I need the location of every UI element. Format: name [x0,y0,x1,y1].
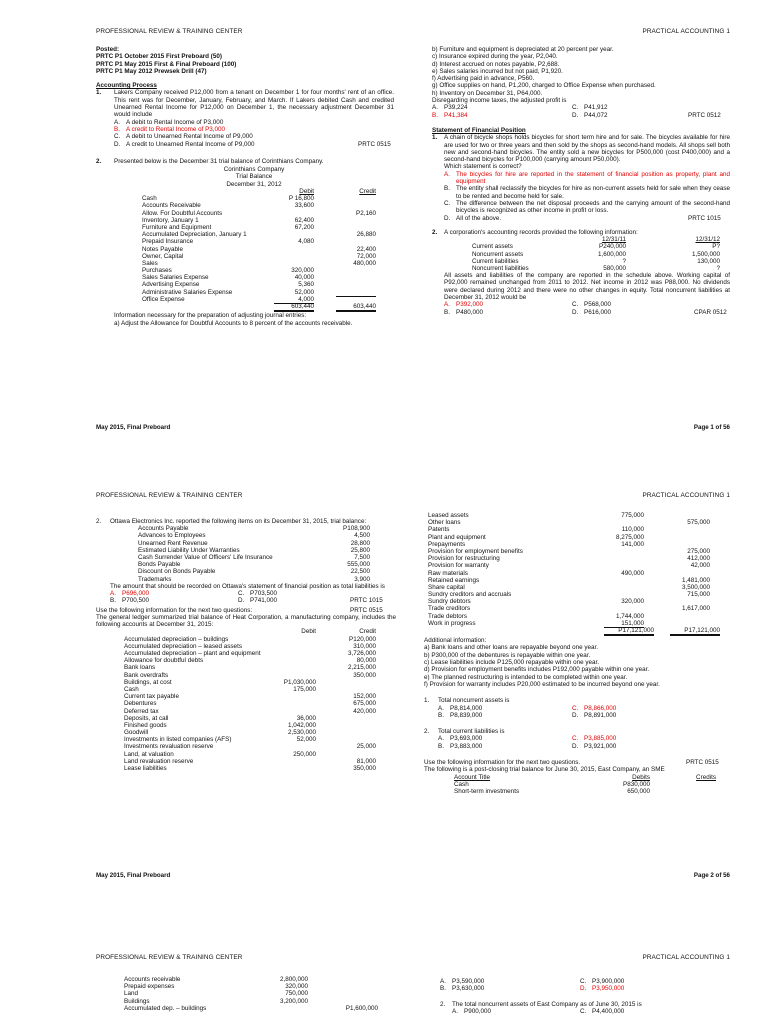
table-cell-value: 72,000 [356,252,376,260]
table-row [96,650,396,657]
table-row [96,643,396,650]
page-header: PROFESSIONAL REVIEW & TRAINING CENTER PRACTICAL ACCOUNTING 1 [96,492,730,499]
question-number: 2. [96,157,102,165]
answer-options [432,104,730,119]
table-cell-value: P120,000 [349,635,376,643]
option-c[interactable]: C. A debit to Unearned Rental Income of P9,000 [114,133,253,141]
table-cell-label: Bonds Payable [138,561,181,569]
table-row [424,562,730,569]
table-row [424,788,730,795]
table-cell-label: Sundry creditors and accruals [428,591,512,599]
table-cell-label: Leased assets [428,512,469,519]
additional-info: Additional information: a) Bank loans and other loans are repayable beyond one year. b) P300,000 of the debentures is repayable within one year. c) Lease liabilities include P125,000 repayable within one year. d) Provision for employment benefits includes P192,000 payable within one year. e) The planned restructuring is intended to be completed within one year. f) Provision for warranty includes P20,000 estimated to be incurred beyond one year. [424,637,660,688]
gl-total: P17,121,000 P17,121,000 [424,627,730,634]
table-cell-label: Sales [142,259,158,267]
page-header: PROFESSIONAL REVIEW & TRAINING CENTER PRACTICAL ACCOUNTING 1 [96,954,730,961]
table-cell-value: 36,000 [296,714,316,722]
table-cell-value: 42,000 [690,562,710,570]
table-cell-label: Noncurrent liabilities [472,264,529,272]
section-title: Accounting Process [96,82,157,90]
table-cell-value: 40,000 [294,274,314,282]
table-cell-label: Noncurrent assets [472,250,524,258]
table-cell-label: Land, at valuation [124,750,174,758]
table-row [424,605,730,612]
table-cell-label: Prepaid expenses [124,983,175,991]
table-row [424,620,730,627]
next-questions-line: Use the following information for the next two questions. PRTC 0515 [424,759,719,767]
table-cell-value: 110,000 [621,526,644,534]
option-row[interactable]: B. P3,630,000 D. P3,950,000 [440,985,625,993]
table-cell-label: Accounts Receivable [142,202,201,210]
table-row [424,512,730,519]
question-code: CPAR 0512 [694,308,727,316]
option-row[interactable]: A. P39,224 C. P41,912 [432,104,608,112]
table-cell-value: 675,000 [353,700,376,708]
table-cell-label: Cash [124,685,139,693]
q4-columns: 12/31/11 12/31/12 [601,236,720,244]
section-title: Statement of Financial Position [432,126,526,134]
page2-right-column: Leased assets 775,000 Other loans 575,000 Patents 110,000 Plant and equipment 8,275,000 Prepayments 141,000 Provision for employment benefits 275,000 Provision for restructuring 412,000 Provision for warranty 42,000 Raw materials 490,000 Retained earnings 1,481,000 Share capital 3,500,000 Sundry creditors and accruals 715,000 Sundry debtors 320,000 Trade creditors 1,617,000 Trade debtors 1,744,000 Work in progress 151,000 P17,121,000 P17,121,000 Additional information: a) Bank loans and other loans are repayable beyond one year. b) P300,000 of the debentures is repayable within one year. c) Lease liabilities include P125,000 repayable within one year. d) Provision for employment benefits includes P192,000 payable within one year. e) The planned restructuring is intended to be completed within one year. f) Provision for warranty includes P20,000 estimated to be incurred beyond one year. 1. Total noncurrent assets is A. P8,814,000 C. P8,866,000 B. P8,839,000 D. P8,891,000 2. Total current liabilities is A. P3,693,000 C. P3,885,000 B. P3,883,000 D. P3,921,000 Use the following information for the next two questions. PRTC 0515 The following is a post-closing trial balance for June 30, 2015, East Company, an SME Account Title Debits Credits Cash P830,000 Short-term investments 650,000 [424,512,730,795]
table-cell-label: Accumulated Depreciation, January 1 [142,231,247,239]
table-cell-value: 7,500 [354,554,370,562]
table-row [114,202,394,209]
east-table [424,781,730,795]
table-cell-value: 33,600 [294,202,314,210]
table-cell-label: Sundry debtors [428,598,471,606]
table-cell-value: 52,000 [294,288,314,296]
table-cell-value: 62,400 [294,216,314,224]
table-cell-label: Buildings, at cost [124,678,172,686]
table-cell-value: 320,000 [285,983,308,991]
table-cell-value: P 16,800 [288,195,314,203]
table-row [124,983,404,990]
table-row [114,231,394,238]
page-footer: May 2015, Final Preboard Page 1 of 56 [96,424,730,431]
table-row [110,554,396,561]
table-row [110,547,396,554]
table-row [114,210,394,217]
trial-balance-table [114,195,394,303]
table-cell-label: Share capital [428,583,465,591]
table-cell-value: 750,000 [285,990,308,998]
table-row [124,990,404,997]
question-2 [96,158,394,310]
table-cell-value: ? [622,257,626,265]
table-row [114,260,394,267]
table-row [424,598,730,605]
table-row [114,195,394,202]
table-cell-label: Accumulated depreciation – plant and equipment [124,650,261,658]
question-text: Lakers Company received P12,000 from a tenant on December 1 for four months' rent of an office. This rent was for December, January, February, and March. If Lakers debited Cash and credited Unearned Rental Income for P12,000 on December 1, the necessary adjustment December 31 would include [114,89,394,119]
table-cell-label: Provision for warranty [428,562,489,570]
table-cell-value: 555,000 [347,561,370,569]
table-row [96,700,396,707]
table-row [96,743,396,750]
table-cell-value: 275,000 [687,547,710,555]
table-cell-value: 320,000 [621,598,644,606]
table-cell-value: 3,200,000 [279,997,308,1005]
gl-columns: Debit Credit [301,628,376,636]
table-cell-value: 26,880 [356,231,376,239]
table-cell-label: Trade debtors [428,612,467,620]
table-row [114,296,394,303]
table-row [96,636,396,643]
question-text: Ottawa Electronics Inc. reported the following items on its December 31, 2015, trial balance: [110,518,367,525]
table-cell-value: 1,500,000 [691,250,720,258]
table-cell-label: Trademarks [138,575,172,583]
table-row [110,568,396,575]
answer-options [114,119,394,148]
table-cell-label: Bank loans [124,664,156,672]
question-code: PRTC 0515 [358,140,391,148]
table-cell-value: 22,500 [350,568,370,576]
table-cell-label: Current assets [472,243,513,251]
page-footer: May 2015, Final Preboard Page 2 of 56 [96,872,730,879]
table-cell-label: Trade creditors [428,605,471,613]
table-cell-label: Advertising Expense [142,281,200,289]
table-row [424,613,730,620]
table-cell-label: Cash [454,780,469,788]
option-a[interactable]: A. The bicycles for hire are reported in the statement of financial position as property, plant and equipment [444,170,730,186]
option-d[interactable]: D. A credit to Unearned Rental Income of P9,000 PRTC 0515 [114,140,391,148]
table-row [96,708,396,715]
table-cell-label: Provision for restructuring [428,555,500,563]
table-row [424,541,730,548]
table-cell-label: Accounts receivable [124,976,181,983]
page-3 [0,950,768,1024]
option-b[interactable]: B. A credit to Rental Income of P3,000 [114,125,226,133]
table-cell-label: Current liabilities [472,257,519,265]
table-row [96,693,396,700]
table-cell-value: 141,000 [621,540,644,548]
table-cell-value: 775,000 [621,512,644,519]
table-cell-label: Prepaid Insurance [142,238,194,246]
table-row [96,729,396,736]
table-row [110,576,396,583]
table-cell-value: 1,481,000 [681,576,710,584]
table-cell-value: P1,030,000 [283,678,316,686]
trial-balance-title: Corinthians Company Trial Balance December 31, 2012 [223,166,285,188]
table-cell-value: 310,000 [353,642,376,650]
table-cell-label: Advances to Employees [138,532,206,540]
table-cell-value: P108,900 [343,525,370,533]
table-row [96,657,396,664]
table-row [424,591,730,598]
table-cell-label: Discount on Bonds Payable [138,568,216,576]
table-cell-label: Accumulated depreciation – leased assets [124,642,242,650]
table-row [96,664,396,671]
trial-balance-total: 603,440 603,440 [114,303,394,310]
table-row [114,274,394,281]
table-row [424,577,730,584]
table-cell-value: 152,000 [353,693,376,701]
table-row [424,584,730,591]
table-row [96,736,396,743]
table-cell-value: 1,617,000 [681,605,710,613]
trial-balance-columns: Debit Credit [299,188,376,196]
table-cell-label: Lease liabilities [124,765,167,773]
posted-line: PRTC P1 May 2012 Prewsek Drill (47) [96,67,207,75]
table-cell-value: 575,000 [687,519,710,527]
table-row [96,758,396,765]
table-cell-label: Accumulated depreciation – buildings [124,635,229,643]
table-cell-label: Estimated Liability Under Warranties [138,546,240,554]
table-cell-label: Accumulated dep. – buildings [124,1004,207,1012]
table-cell-label: Owner, Capital [142,252,184,260]
option-row[interactable]: A. P696,000 C. P703,500 [110,590,277,598]
table-cell-value: 1,744,000 [615,612,644,620]
question-6: 1. Total noncurrent assets is A. P8,814,000 C. P8,866,000 B. P8,839,000 D. P8,891,000 [424,697,730,719]
table-cell-label: Cash Surrender Value of Officers' Life Insurance [138,554,273,562]
table-cell-value: 650,000 [627,787,650,795]
table-row [444,251,730,258]
page3-table [124,976,404,1012]
option-row[interactable]: A. P8,814,000 C. P8,866,000 [438,704,617,712]
table-cell-value: 3,900 [354,575,370,583]
table-cell-label: Work in progress [428,619,476,627]
table-cell-label: Investments revaluation reserve [124,743,214,751]
question-code: PRTC 1015 [350,597,383,605]
table-cell-value: 8,275,000 [615,533,644,541]
table-cell-value: 4,500 [354,532,370,540]
table-row [424,548,730,555]
table-cell-value: 2,530,000 [287,729,316,737]
table-row [96,686,396,693]
table-cell-label: Provision for employment benefits [428,547,523,555]
table-cell-value: 1,042,000 [287,721,316,729]
table-cell-value: 28,800 [350,539,370,547]
question-8: 2. The total noncurrent assets of East Company as of June 30, 2015 is A. P900,000 C. P4,400,000 [440,1001,730,1016]
table-row [96,715,396,722]
east-columns: Account Title Debits Credits [454,773,716,781]
table-cell-value: 67,200 [294,223,314,231]
table-row [110,561,396,568]
question-1 [96,89,394,147]
option-row[interactable]: A. P3,693,000 C. P3,885,000 [438,735,617,743]
table-cell-label: Patents [428,526,450,534]
table-cell-value: 490,000 [621,569,644,577]
table-cell-value: 81,000 [356,757,376,765]
table-cell-label: Notes Payable [142,245,183,253]
table-cell-value: 4,000 [274,296,314,304]
table-row [124,976,404,983]
table-cell-value: 250,000 [293,750,316,758]
table-cell-value: 3,726,000 [347,650,376,658]
option-row[interactable]: A. P3,590,000 C. P3,900,000 [440,978,625,985]
table-cell-value: 3,500,000 [681,583,710,591]
table-row [424,555,730,562]
table-row [424,526,730,533]
question-text: A corporation's accounting records provided the following information: [444,228,638,236]
question-code: PRTC 1015 [688,214,721,222]
table-cell-label: Current tax payable [124,693,179,701]
table-row [444,265,730,272]
page-2 [0,486,768,888]
table-cell-label: Buildings [124,997,150,1005]
option-row[interactable]: B. P480,000 D. P616,000 CPAR 0512 [444,308,727,316]
option-row[interactable]: B. P8,839,000 D. P8,891,000 [438,711,617,719]
table-row [114,238,394,245]
option-row[interactable]: A. P900,000 C. P4,400,000 [452,1007,625,1015]
page-1 [0,0,768,430]
table-row [424,570,730,577]
table-row [424,534,730,541]
table-cell-value: 2,215,000 [347,664,376,672]
posted-block [96,46,394,75]
option-c[interactable]: C. The difference between the net disposal proceeds and the carrying amount of the second-hand bicycles is recognized as other income in profit or loss. [444,199,730,215]
posted-line: PRTC P1 May 2015 First & Final Preboard (100) [96,60,237,68]
table-row [110,540,396,547]
table-row [114,289,394,296]
table-row [114,281,394,288]
table-cell-label: Deferred tax [124,707,159,715]
table-cell-label: Land [124,990,139,998]
table-cell-value: P830,000 [623,780,650,788]
table-cell-value: 480,000 [353,259,376,267]
table-cell-label: Land revaluation reserve [124,757,194,765]
table-cell-label: Sales Salaries Expense [142,274,209,282]
table-cell-label: Retained earnings [428,576,480,584]
table-cell-value: ? [716,264,720,272]
question-paragraph: All assets and liabilities of the company are reported in the schedule above. Working capital of P92,000 remained unchanged from 2011 to 2012. Net income in 2012 was P88,000. No dividends were declared during 2012 and there were no other changes in equity. Total noncurrent liabilities at December 31, 2012 would be [444,272,730,301]
table-row [114,253,394,260]
option-b[interactable]: B. The entity shall reclassify the bicycles for hire as non-current assets held for sale when they cease to be rented and become held for sale. [444,185,730,200]
q4-table [444,243,730,272]
table-cell-label: Purchases [142,267,172,275]
page3-right-column [440,978,730,1015]
table-cell-label: Furniture and Equipment [142,223,212,231]
table-row [96,765,396,772]
page-header [96,28,730,35]
option-row[interactable]: A. P392,000 C. P568,000 [444,301,611,309]
gl-table [96,636,396,773]
question-text: Disregarding income taxes, the adjusted profit is [432,97,567,105]
table-cell-value: 130,000 [697,257,720,265]
question-3: 1. A chain of bicycle shops holds bicycles for short term hire and for sale. The bicycles available for hire are used for two or three years and then sold by the shops as second-hand models. All shops sell both new and second-hand bicycles. The entity sold a new bicycles for P500,000 (cost P400,000) and a second-hand bicycles for P100,000 (carrying amount P50,000). Which statement is correct? A. The bicycles for hire are reported in the statement of financial position as property, plant and equipment B. The entity shall reclassify the bicycles for hire as non-current assets held for sale when they cease to be rented and become held for sale. C. The difference between the net disposal proceeds and the carrying amount of the second-hand bicycles is recognized as other income in profit or loss. D. All of the above. PRTC 1015 [432,134,730,222]
table-cell-label: Raw materials [428,569,468,577]
table-row [424,781,730,788]
table-cell-value: 175,000 [293,685,316,693]
table-cell-label: Deposits, at call [124,714,169,722]
table-row [114,267,394,274]
posted-line: Posted: [96,46,120,53]
table-cell-label: Short-term investments [454,787,520,795]
question-number: 1. [96,89,102,97]
table-row [96,679,396,686]
table-cell-value: 715,000 [687,591,710,599]
table-cell-label: Prepayments [428,540,466,548]
page1-right-column [432,46,730,316]
table-cell-label: Finished goods [124,721,167,729]
table-cell-value [336,296,376,297]
table-cell-value: 350,000 [353,765,376,773]
table-row [124,998,404,1005]
table-cell-value: 420,000 [353,707,376,715]
table-cell-value: 25,000 [356,743,376,751]
table-row [424,519,730,526]
table-cell-label: Bank overdrafts [124,671,169,679]
option-row[interactable]: B. P3,883,000 D. P3,921,000 [438,742,617,750]
q5-table [110,525,396,583]
table-cell-label: Other loans [428,519,461,527]
table-cell-value: 52,000 [296,736,316,744]
question-text: A chain of bicycle shops holds bicycles for short term hire and for sale. The bicycles available for hire are used for two or three years and then sold by the shops as second-hand models. All shops sell both new and second-hand bicycles. The entity sold a new bicycles for P500,000 (cost P400,000) and a second-hand bicycles for P100,000 (carrying amount P50,000). [444,134,730,164]
posted-line: PRTC P1 October 2015 First Preboard (50) [96,53,222,61]
table-row [444,258,730,265]
table-cell-label: Allowance for doubtful debts [124,657,204,665]
table-cell-value: 4,080 [298,238,314,246]
table-cell-label: Plant and equipment [428,533,486,541]
header-right: PRACTICAL ACCOUNTING 1 [642,28,730,35]
table-cell-label: Unearned Rent Revenue [138,539,208,547]
page2-left-column: 2. Ottawa Electronics Inc. reported the following items on its December 31, 2015, trial balance: Accounts Payable P108,900 Advances to Employees 4,500 Unearned Rent Revenue 28,800 Estimated Liability Under Warranties 25,800 Cash Surrender Value of Officers' Life Insurance 7,500 Bonds Payable 555,000 Discount on Bonds Payable 22,500 Trademarks 3,900 The amount that should be recorded on Ottawa's statement of financial position as total liabilities is A. P696,000 C. P703,500 B. P700,500 D. P741,000 PRTC 1015 Use the following information for the next two questions: PRTC 0515 The general ledger summarized trial balance of Heat Corporation, a manufacturing company, includes the following accounts at December 31, 2015: Debit Credit Accumulated depreciation – buildings P120,000 Accumulated depreciation – leased assets 310,000 Accumulated depreciation – plant and equipment 3,726,000 Allowance for doubtful debts 80,000 Bank loans 2,215,000 Bank overdrafts 350,000 Buildings, at cost P1,030,000 Cash 175,000 Current tax payable 152,000 Debentures 675,000 Deferred tax 420,000 Deposits, at call 36,000 Finished goods 1,042,000 Goodwill 2,530,000 Investments in listed companies (AFS) 52,000 Investments revaluation reserve 25,000 Land, at valuation 250,000 Land revaluation reserve 81,000 Lease liabilities 350,000 [96,518,396,773]
table-cell-value: 5,360 [298,281,314,289]
table-cell-label: Debentures [124,700,157,708]
adjusting-info: Information necessary for the preparation of adjusting journal entries: a) Adjust the Allowance for Doubtful Accounts to 8 percent of the accounts receivable. [114,312,353,327]
table-cell-label: Office Expense [142,295,185,303]
table-cell-value: 2,800,000 [279,976,308,983]
next-questions-line: Use the following information for the next two questions: PRTC 0515 [96,606,383,614]
table-cell-value: 80,000 [356,657,376,665]
table-row [124,1005,404,1012]
table-cell-label: Cash [142,195,157,203]
table-cell-value: 412,000 [687,555,710,563]
table-cell-label: Inventory, January 1 [142,216,199,224]
page3-left-column [124,976,404,1012]
question-text: Presented below is the December 31 trial balance of Corinthians Company. [114,157,324,165]
table-row [110,532,396,539]
table-row [96,751,396,758]
table-cell-value: P2,160 [356,209,376,217]
table-cell-value: 1,600,000 [597,250,626,258]
table-row [96,672,396,679]
header-left: PROFESSIONAL REVIEW & TRAINING CENTER [96,28,243,35]
table-cell-value: 151,000 [604,620,644,628]
table-cell-value: P1,600,000 [345,1004,378,1012]
adjustment-items: b) Furniture and equipment is depreciated at 20 percent per year. c) Insurance expired during the year, P2,040. d) Interest accrued on notes payable, P2,688. e) Sales salaries incurred but not paid, P1,920. f) Advertising paid in advance, P560. g) Office supplies on hand, P1,200, charged to Office Expense when purchased. h) Inventory on December 31, P64,000. [432,46,656,97]
table-row [114,224,394,231]
table-row [110,525,396,532]
table-cell-value: 25,800 [350,546,370,554]
table-cell-value: 580,000 [603,264,626,272]
option-row[interactable]: B. P700,500 D. P741,000 PRTC 1015 [110,597,383,605]
gl-table-continued [424,512,730,627]
table-row [444,243,730,250]
table-cell-label: Accounts Payable [138,525,189,533]
option-d[interactable]: D. All of the above. PRTC 1015 [444,214,721,222]
table-row [114,217,394,224]
table-row [114,246,394,253]
table-cell-value: P240,000 [599,243,626,251]
option-a[interactable]: A. A debit to Rental Income of P3,000 [114,118,224,126]
table-cell-value: 22,400 [356,245,376,253]
table-cell-label: Administrative Salaries Expense [142,288,233,296]
question-7: 2. Total current liabilities is A. P3,693,000 C. P3,885,000 B. P3,883,000 D. P3,921,000 [424,728,730,750]
table-row [96,722,396,729]
question-4: 2. A corporation's accounting records provided the following information: 12/31/11 12/31/12 Current assets P240,000 P? Noncurrent assets 1,600,000 1,500,000 Current liabilities ? 130,000 Noncurrent liabilities 580,000 ? All assets and liabilities of the company are reported in the schedule above. Working capital of P92,000 remained unchanged from 2011 to 2012. Net income in 2012 was P88,000. No dividends were declared during 2012 and there were no other changes in equity. Total noncurrent liabilities at December 31, 2012 would be A. P392,000 C. P568,000 B. P480,000 D. P616,000 CPAR 0512 [432,228,730,316]
option-row[interactable]: B. P41,384 D. P44,072 PRTC 0512 [432,111,721,119]
page1-left-column [96,46,394,327]
question-5: 2. Ottawa Electronics Inc. reported the following items on its December 31, 2015, trial balance: Accounts Payable P108,900 Advances to Employees 4,500 Unearned Rent Revenue 28,800 Estimated Liability Under Warranties 25,800 Cash Surrender Value of Officers' Life Insurance 7,500 Bonds Payable 555,000 Discount on Bonds Payable 22,500 Trademarks 3,900 The amount that should be recorded on Ottawa's statement of financial position as total liabilities is A. P696,000 C. P703,500 B. P700,500 D. P741,000 PRTC 1015 [96,518,396,605]
table-cell-label: Goodwill [124,729,149,737]
table-cell-label: Investments in listed companies (AFS) [124,736,232,744]
question-code: PRTC 0512 [688,111,721,119]
table-cell-value: P? [712,243,720,251]
table-cell-value: 350,000 [353,671,376,679]
table-cell-value: 320,000 [291,267,314,275]
table-cell-label: Allow. For Doubtful Accounts [142,209,223,217]
